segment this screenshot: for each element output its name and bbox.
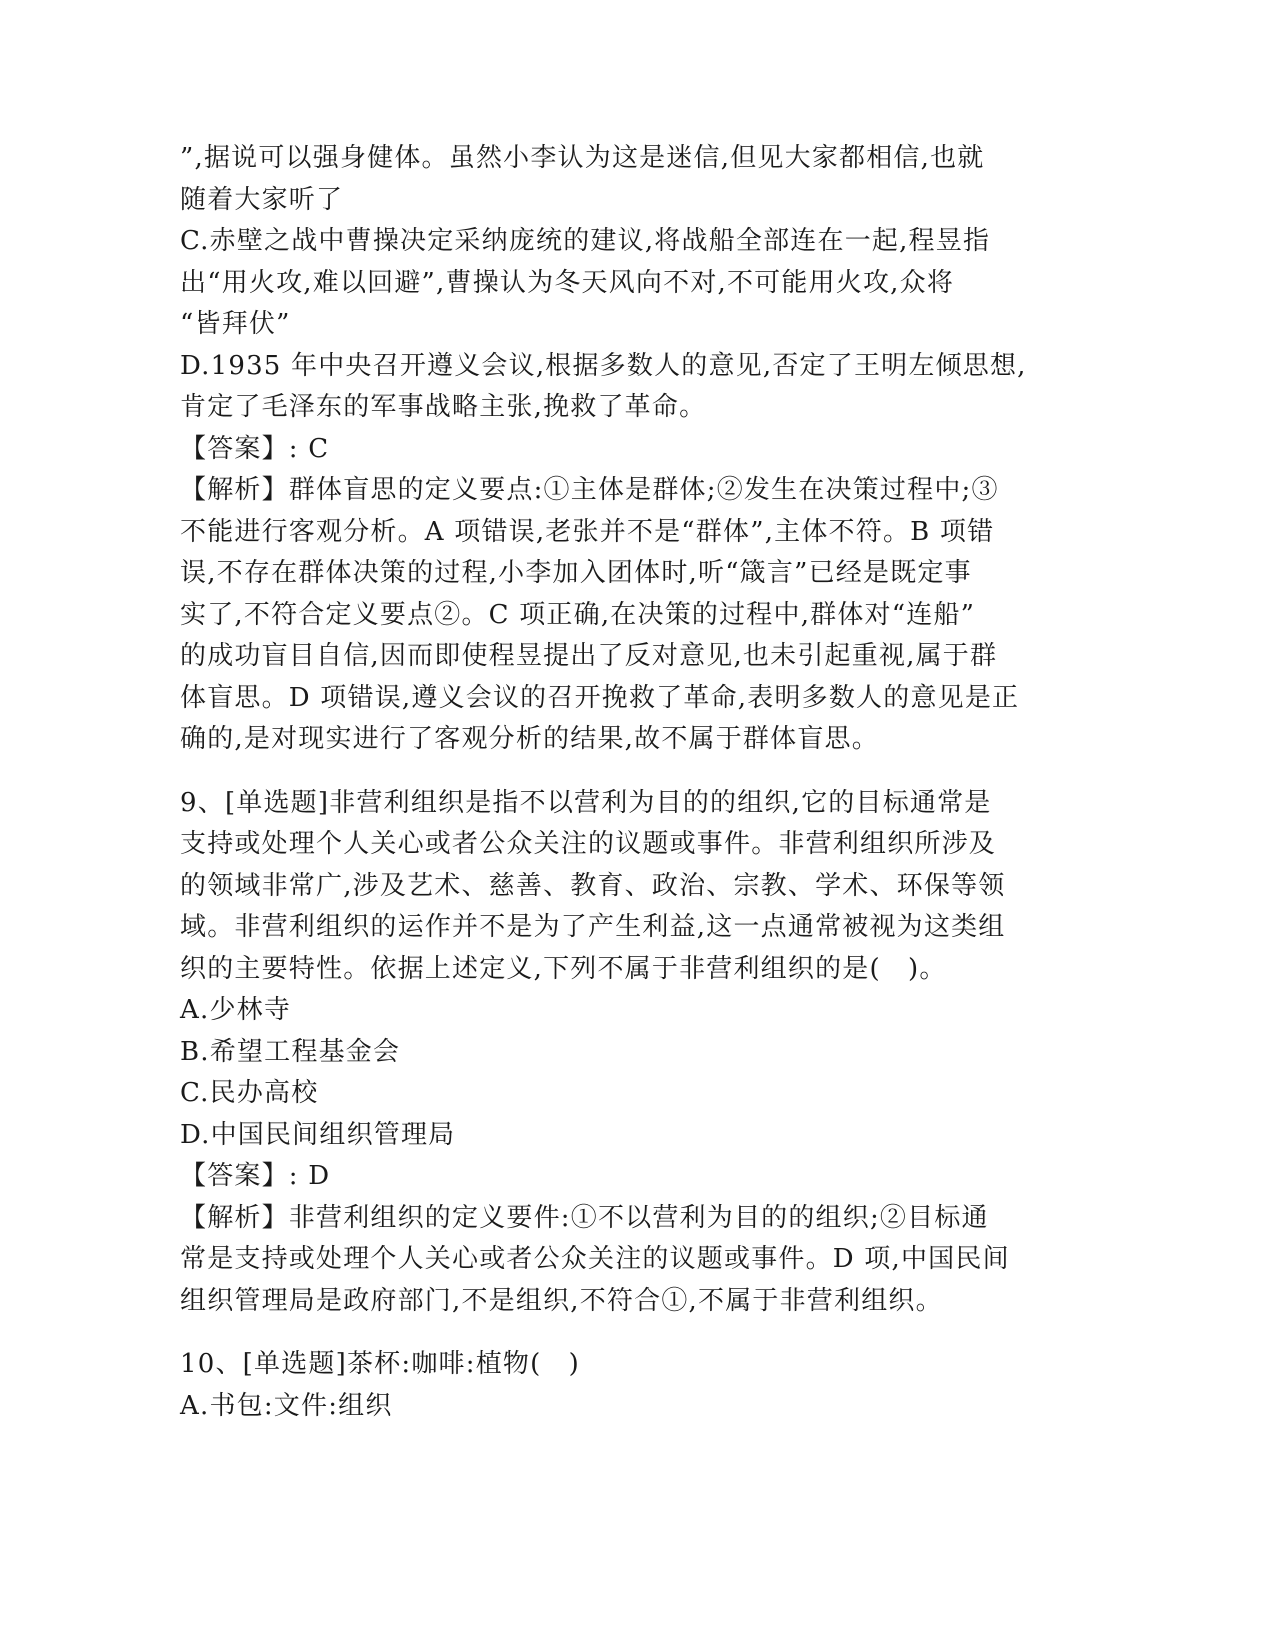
text-line: 误,不存在群体决策的过程,小李加入团体时,听“箴言”已经是既定事: [180, 558, 972, 588]
q10-options: [180, 1386, 1040, 1428]
question-spacer: [180, 761, 1040, 783]
q9-option-d: D.中国民间组织管理局: [180, 1119, 456, 1150]
text-line: 确的,是对现实进行了客观分析的结果,故不属于群体盲思。: [180, 724, 879, 754]
text-line: D.1935 年中央召开遵义会议,根据多数人的意见,否定了王明左倾思想,: [180, 350, 1027, 381]
q8-option-b-tail: [180, 138, 1040, 221]
text-line: C.赤壁之战中曹操决定采纳庞统的建议,将战船全部连在一起,程昱指: [180, 226, 991, 256]
text-line: 常是支持或处理个人关心或者公众关注的议题或事件。D 项,中国民间: [180, 1244, 1010, 1274]
text-line: 组织管理局是政府部门,不是组织,不符合①,不属于非营利组织。: [180, 1285, 943, 1316]
document-page: [180, 138, 1040, 1427]
q8-option-d: [180, 346, 1040, 429]
text-line: 肯定了毛泽东的军事战略主张,挽救了革命。: [180, 392, 707, 422]
q9-options: [180, 990, 1040, 1156]
text-line: 随着大家听了: [180, 184, 344, 215]
q8-analysis: [180, 470, 1040, 761]
text-line: 实了,不符合定义要点②。C 项正确,在决策的过程中,群体对“连船”: [180, 599, 976, 630]
text-line: 【解析】非营利组织的定义要件:①不以营利为目的的组织;②目标通: [180, 1202, 989, 1233]
text-line: 【解析】群体盲思的定义要点:①主体是群体;②发生在决策过程中;③: [180, 475, 999, 505]
q9-stem: [180, 783, 1040, 991]
q8-option-c: [180, 221, 1040, 346]
text-line: 支持或处理个人关心或者公众关注的议题或事件。非营利组织所涉及: [180, 829, 997, 859]
text-line: 不能进行客观分析。A 项错误,老张并不是“群体”,主体不符。B 项错: [180, 516, 995, 547]
text-line: 域。非营利组织的运作并不是为了产生利益,这一点通常被视为这类组: [180, 912, 1006, 942]
q9-option-a: A.少林寺: [180, 995, 292, 1025]
question-spacer: [180, 1322, 1040, 1344]
q10-option-a: A.书包:文件:组织: [180, 1390, 393, 1421]
q9-option-c: C.民办高校: [180, 1078, 319, 1108]
q8-answer: 【答案】: C: [180, 433, 330, 464]
q10-stem: [180, 1344, 1040, 1386]
text-line: “皆拜伏”: [180, 309, 291, 339]
text-line: 的成功盲目自信,因而即使程昱提出了反对意见,也未引起重视,属于群: [180, 641, 998, 671]
q9-analysis: [180, 1198, 1040, 1323]
text-line: 织的主要特性。依据上述定义,下列不属于非营利组织的是( )。: [180, 953, 947, 984]
text-line: 10、[单选题]茶杯:咖啡:植物( ): [180, 1349, 580, 1379]
q9-option-b: B.希望工程基金会: [180, 1036, 401, 1067]
text-line: ”,据说可以强身健体。虽然小李认为这是迷信,但见大家都相信,也就: [180, 143, 985, 173]
text-line: 体盲思。D 项错误,遵义会议的召开挽救了革命,表明多数人的意见是正: [180, 682, 1020, 713]
text-line: 出“用火攻,难以回避”,曹操认为冬天风向不对,不可能用火攻,众将: [180, 267, 955, 298]
q9-answer: 【答案】: D: [180, 1161, 331, 1191]
text-line: 的领域非常广,涉及艺术、慈善、教育、政治、宗教、学术、环保等领: [180, 870, 1006, 901]
text-line: 9、[单选题]非营利组织是指不以营利为目的的组织,它的目标通常是: [180, 787, 992, 818]
